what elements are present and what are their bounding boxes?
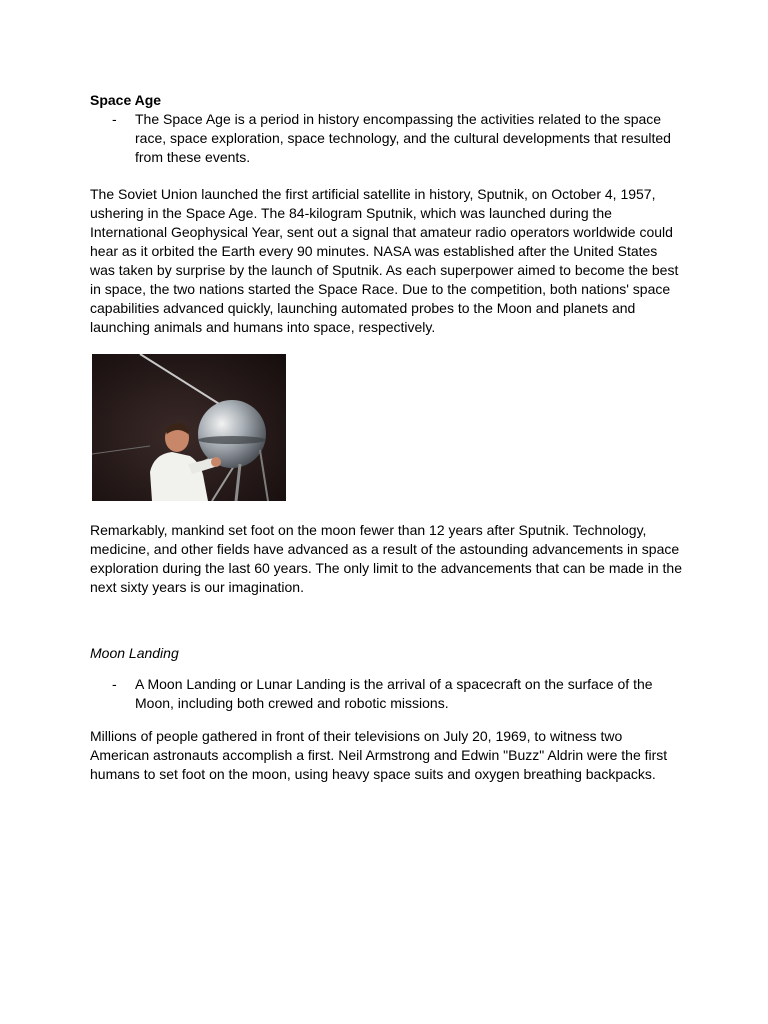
moon-landing-definition-bullet — [90, 675, 690, 713]
space-age-heading: Space Age — [90, 92, 162, 108]
moon-landing-heading: Moon Landing — [90, 645, 179, 661]
spacer — [90, 597, 690, 644]
space-age-definition-text: The Space Age is a period in history encompassing the activities related to the space race, space exploration, space technology, and the cultural developments that resulted from these events. — [135, 111, 671, 165]
moon-achievement-paragraph: Remarkably, mankind set foot on the moon fewer than 12 years after Sputnik. Technology, medicine, and other fields have advanced as a result of the astounding advancements in space exploration during the last 60 years. The only limit to the advancements that can be made in the next sixty years is our imagination. — [90, 522, 682, 595]
moon-landing-definition-text: A Moon Landing or Lunar Landing is the arrival of a spacecraft on the surface of the Moon, including both crewed and robotic missions. — [135, 676, 653, 711]
sputnik-paragraph: The Soviet Union launched the first artificial satellite in history, Sputnik, on October 4, 1957, ushering in the Space Age. The 84-kilogram Sputnik, which was launched during the International Geophysical Year, sent out a signal that amateur radio operators worldwide could hear as it orbited the Earth every 90 minutes. NASA was established after the United States was taken by surprise by the launch of Sputnik. As each superpower aimed to become the best in space, the two nations started the Space Race. Due to the competition, both nations' space capabilities advanced quickly, launching automated probes to the Moon and planets and launching animals and humans into space, respectively. — [90, 186, 679, 335]
photo-sputnik-technician-icon — [92, 354, 286, 501]
spacer — [90, 663, 690, 675]
sputnik-photo — [92, 354, 286, 501]
bullet-marker: - — [112, 676, 117, 692]
space-age-definition-bullet — [90, 110, 690, 167]
document-body — [90, 91, 690, 784]
apollo-paragraph: Millions of people gathered in front of their televisions on July 20, 1969, to witness two American astronauts accomplish a first. Neil Armstrong and Edwin "Buzz" Aldrin were the first humans to set foot on the moon, using heavy space suits and oxygen breathing backpacks. — [90, 728, 668, 782]
spacer — [90, 337, 690, 354]
spacer — [90, 713, 690, 727]
spacer — [90, 501, 690, 521]
spacer — [90, 167, 690, 185]
bullet-marker: - — [112, 111, 117, 127]
